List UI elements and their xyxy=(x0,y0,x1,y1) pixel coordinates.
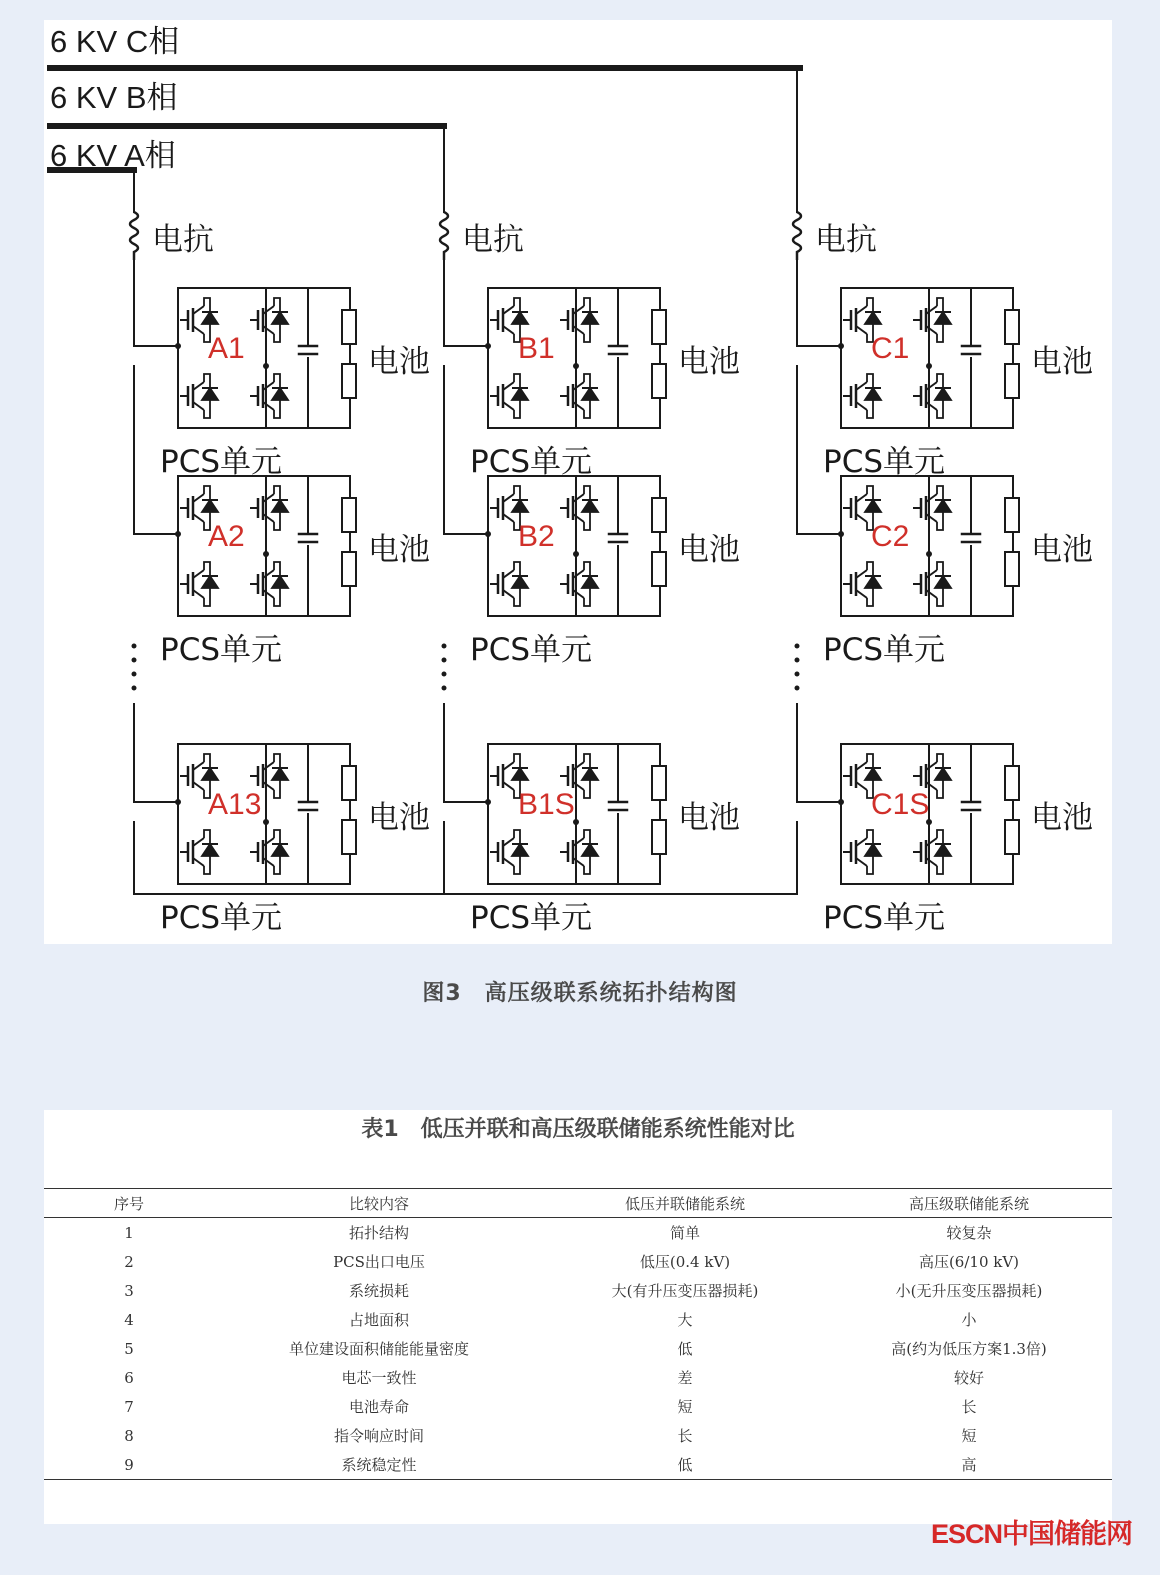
table-header-row xyxy=(44,1189,1112,1218)
junction-dot xyxy=(485,799,491,805)
header-low-voltage: 低压并联储能系统 xyxy=(624,1194,745,1213)
cell-id-label: B2 xyxy=(518,520,555,553)
diode-icon xyxy=(582,844,598,856)
cell-index: 6 xyxy=(124,1368,134,1387)
junction-dot xyxy=(838,799,844,805)
diode-icon xyxy=(202,768,218,780)
cell-id-label: A1 xyxy=(208,332,245,365)
diode-icon xyxy=(582,312,598,324)
igbt-leads-icon xyxy=(856,570,867,598)
diode-icon xyxy=(865,844,881,856)
cell-high-voltage: 较好 xyxy=(953,1369,984,1387)
ellipsis-dot-icon xyxy=(442,658,447,663)
reactor-coil-icon xyxy=(793,212,801,260)
battery-label: 电池 xyxy=(678,800,740,836)
battery-label: 电池 xyxy=(368,344,430,380)
diode-icon xyxy=(512,844,528,856)
cell-item: 单位建设面积储能能量密度 xyxy=(288,1340,469,1358)
junction-dot xyxy=(175,531,181,537)
junction-dot xyxy=(175,343,181,349)
ellipsis-dot-icon xyxy=(795,658,800,663)
cell-id-label: A2 xyxy=(208,520,245,553)
battery-cell-icon xyxy=(652,820,666,854)
table-row xyxy=(44,1247,1112,1276)
cell-low-voltage: 大 xyxy=(677,1311,693,1329)
igbt-leads-icon xyxy=(263,306,274,334)
igbt-leads-icon xyxy=(193,762,204,790)
igbt-leads-icon xyxy=(573,838,584,866)
table-row xyxy=(44,1421,1112,1450)
cell-high-voltage: 高(约为低压方案1.3倍) xyxy=(891,1340,1047,1358)
pcs-unit-label: PCS单元 xyxy=(470,444,593,480)
diode-icon xyxy=(935,576,951,588)
pcs-unit-label: PCS单元 xyxy=(160,632,283,668)
diode-icon xyxy=(512,312,528,324)
battery-cell-icon xyxy=(1005,498,1019,532)
cell-low-voltage: 简单 xyxy=(669,1224,700,1242)
topology-diagram xyxy=(44,20,1112,944)
igbt-leads-icon xyxy=(926,838,937,866)
battery-cell-icon xyxy=(1005,310,1019,344)
cell-low-voltage: 低压(0.4 kV) xyxy=(639,1253,731,1271)
igbt-leads-icon xyxy=(193,494,204,522)
cell-high-voltage: 长 xyxy=(961,1398,977,1416)
igbt-leads-icon xyxy=(926,494,937,522)
cell-item: 系统损耗 xyxy=(348,1282,409,1300)
diode-icon xyxy=(582,500,598,512)
cell-index: 1 xyxy=(124,1223,134,1242)
table-row xyxy=(44,1305,1112,1334)
igbt-leads-icon xyxy=(263,570,274,598)
ellipsis-dot-icon xyxy=(132,672,137,677)
igbt-leads-icon xyxy=(573,570,584,598)
battery-cell-icon xyxy=(342,820,356,854)
junction-dot xyxy=(838,343,844,349)
cell-id-label: B1 xyxy=(518,332,555,365)
battery-label: 电池 xyxy=(1031,532,1093,568)
ellipsis-dot-icon xyxy=(795,686,800,691)
header-index: 序号 xyxy=(113,1194,144,1213)
junction-dot xyxy=(485,343,491,349)
igbt-leads-icon xyxy=(503,570,514,598)
cell-index: 5 xyxy=(124,1339,134,1358)
igbt-leads-icon xyxy=(926,570,937,598)
cell-index: 3 xyxy=(124,1281,134,1300)
cell-high-voltage: 小 xyxy=(961,1311,977,1329)
battery-cell-icon xyxy=(342,364,356,398)
igbt-leads-icon xyxy=(573,494,584,522)
pcs-unit-label: PCS单元 xyxy=(160,444,283,480)
cell-high-voltage: 高 xyxy=(961,1456,977,1474)
igbt-leads-icon xyxy=(503,382,514,410)
diode-icon xyxy=(865,768,881,780)
ellipsis-dot-icon xyxy=(442,672,447,677)
ellipsis-dot-icon xyxy=(442,644,447,649)
comparison-table xyxy=(44,1188,1112,1480)
igbt-leads-icon xyxy=(856,494,867,522)
cell-high-voltage: 小(无升压变压器损耗) xyxy=(895,1282,1043,1300)
battery-label: 电池 xyxy=(678,532,740,568)
junction-dot xyxy=(838,531,844,537)
igbt-leads-icon xyxy=(503,762,514,790)
cell-id-label: C2 xyxy=(871,520,910,553)
igbt-leads-icon xyxy=(573,306,584,334)
diode-icon xyxy=(935,388,951,400)
reactor-label: 电抗 xyxy=(815,222,877,258)
battery-cell-icon xyxy=(652,364,666,398)
cell-index: 4 xyxy=(124,1310,134,1329)
cell-id-label: A13 xyxy=(208,788,262,821)
ellipsis-dot-icon xyxy=(442,686,447,691)
diode-icon xyxy=(202,312,218,324)
igbt-leads-icon xyxy=(856,306,867,334)
ellipsis-dot-icon xyxy=(795,672,800,677)
pcs-unit-label: PCS单元 xyxy=(160,900,283,936)
diode-icon xyxy=(865,500,881,512)
igbt-leads-icon xyxy=(926,762,937,790)
table-panel xyxy=(44,1110,1112,1524)
diode-icon xyxy=(512,388,528,400)
battery-cell-icon xyxy=(1005,552,1019,586)
diode-icon xyxy=(202,500,218,512)
ellipsis-dot-icon xyxy=(132,644,137,649)
diode-icon xyxy=(272,312,288,324)
cell-low-voltage: 长 xyxy=(677,1427,693,1445)
igbt-leads-icon xyxy=(856,762,867,790)
pcs-unit-label: PCS单元 xyxy=(823,444,946,480)
cell-item: 占地面积 xyxy=(348,1311,409,1329)
diode-icon xyxy=(512,768,528,780)
cell-item: 电芯一致性 xyxy=(341,1369,417,1387)
igbt-leads-icon xyxy=(856,382,867,410)
header-item: 比较内容 xyxy=(348,1194,409,1213)
table-title: 表1 低压并联和高压级联储能系统性能对比 xyxy=(361,1117,795,1142)
igbt-leads-icon xyxy=(193,838,204,866)
cell-index: 8 xyxy=(124,1426,134,1445)
igbt-leads-icon xyxy=(263,494,274,522)
igbt-leads-icon xyxy=(573,762,584,790)
cell-high-voltage: 较复杂 xyxy=(946,1224,992,1242)
cell-item: 指令响应时间 xyxy=(333,1427,424,1445)
table-row xyxy=(44,1218,1112,1248)
pcs-unit-label: PCS单元 xyxy=(470,900,593,936)
bus-label: 6 KV A相 xyxy=(50,138,176,173)
igbt-leads-icon xyxy=(263,382,274,410)
battery-cell-icon xyxy=(652,766,666,800)
igbt-leads-icon xyxy=(193,306,204,334)
battery-cell-icon xyxy=(342,552,356,586)
cell-low-voltage: 大(有升压变压器损耗) xyxy=(611,1282,759,1300)
diode-icon xyxy=(865,312,881,324)
diode-icon xyxy=(272,576,288,588)
diode-icon xyxy=(272,500,288,512)
diode-icon xyxy=(935,844,951,856)
cell-id-label: C1S xyxy=(871,788,930,821)
cell-item: 电池寿命 xyxy=(348,1398,409,1416)
igbt-leads-icon xyxy=(193,382,204,410)
battery-label: 电池 xyxy=(368,532,430,568)
diode-icon xyxy=(202,576,218,588)
cell-item: PCS出口电压 xyxy=(333,1253,425,1271)
cell-index: 9 xyxy=(124,1455,134,1474)
ellipsis-dot-icon xyxy=(795,644,800,649)
ellipsis-dot-icon xyxy=(132,658,137,663)
table-row xyxy=(44,1334,1112,1363)
cell-id-label: C1 xyxy=(871,332,910,365)
bus-label: 6 KV B相 xyxy=(50,80,178,115)
diode-icon xyxy=(582,576,598,588)
battery-cell-icon xyxy=(342,498,356,532)
table-row xyxy=(44,1363,1112,1392)
cell-low-voltage: 低 xyxy=(677,1456,693,1474)
battery-cell-icon xyxy=(1005,820,1019,854)
igbt-leads-icon xyxy=(263,838,274,866)
topology-svg xyxy=(44,20,1112,944)
cell-low-voltage: 低 xyxy=(677,1340,693,1358)
junction-dot xyxy=(175,799,181,805)
diode-icon xyxy=(272,768,288,780)
diode-icon xyxy=(935,500,951,512)
igbt-leads-icon xyxy=(503,494,514,522)
diode-icon xyxy=(272,388,288,400)
igbt-leads-icon xyxy=(263,762,274,790)
diode-icon xyxy=(272,844,288,856)
battery-cell-icon xyxy=(342,766,356,800)
diode-icon xyxy=(512,576,528,588)
cell-item: 拓扑结构 xyxy=(348,1224,409,1242)
battery-label: 电池 xyxy=(1031,344,1093,380)
table-row xyxy=(44,1276,1112,1305)
pcs-unit-label: PCS单元 xyxy=(823,900,946,936)
junction-dot xyxy=(485,531,491,537)
battery-cell-icon xyxy=(1005,364,1019,398)
diode-icon xyxy=(865,388,881,400)
ellipsis-dot-icon xyxy=(132,686,137,691)
battery-label: 电池 xyxy=(368,800,430,836)
pcs-unit-label: PCS单元 xyxy=(470,632,593,668)
battery-cell-icon xyxy=(652,310,666,344)
escn-watermark-logo: ESCN中国储能网 xyxy=(930,1519,1132,1549)
battery-cell-icon xyxy=(652,498,666,532)
bus-label: 6 KV C相 xyxy=(50,24,180,59)
reactor-label: 电抗 xyxy=(462,222,524,258)
diode-icon xyxy=(582,768,598,780)
diode-icon xyxy=(865,576,881,588)
diode-icon xyxy=(582,388,598,400)
igbt-leads-icon xyxy=(856,838,867,866)
diode-icon xyxy=(935,768,951,780)
battery-cell-icon xyxy=(652,552,666,586)
cell-id-label: B1S xyxy=(518,788,575,821)
igbt-leads-icon xyxy=(926,382,937,410)
figure-caption: 图3 高压级联系统拓扑结构图 xyxy=(422,981,738,1006)
diode-icon xyxy=(512,500,528,512)
reactor-label: 电抗 xyxy=(152,222,214,258)
igbt-leads-icon xyxy=(503,306,514,334)
cell-high-voltage: 短 xyxy=(961,1427,977,1445)
diode-icon xyxy=(935,312,951,324)
reactor-coil-icon xyxy=(440,212,448,260)
igbt-leads-icon xyxy=(503,838,514,866)
battery-label: 电池 xyxy=(678,344,740,380)
reactor-coil-icon xyxy=(130,212,138,260)
battery-cell-icon xyxy=(1005,766,1019,800)
table-row xyxy=(44,1450,1112,1480)
diode-icon xyxy=(202,388,218,400)
header-high-voltage: 高压级联储能系统 xyxy=(908,1194,1029,1213)
cell-high-voltage: 高压(6/10 kV) xyxy=(918,1253,1020,1271)
igbt-leads-icon xyxy=(926,306,937,334)
battery-label: 电池 xyxy=(1031,800,1093,836)
diode-icon xyxy=(202,844,218,856)
pcs-unit-label: PCS单元 xyxy=(823,632,946,668)
cell-index: 2 xyxy=(124,1252,134,1271)
battery-cell-icon xyxy=(342,310,356,344)
cell-index: 7 xyxy=(124,1397,134,1416)
cell-low-voltage: 短 xyxy=(677,1398,693,1416)
cell-item: 系统稳定性 xyxy=(341,1456,417,1474)
igbt-leads-icon xyxy=(573,382,584,410)
igbt-leads-icon xyxy=(193,570,204,598)
table-row xyxy=(44,1392,1112,1421)
cell-low-voltage: 差 xyxy=(677,1369,693,1387)
